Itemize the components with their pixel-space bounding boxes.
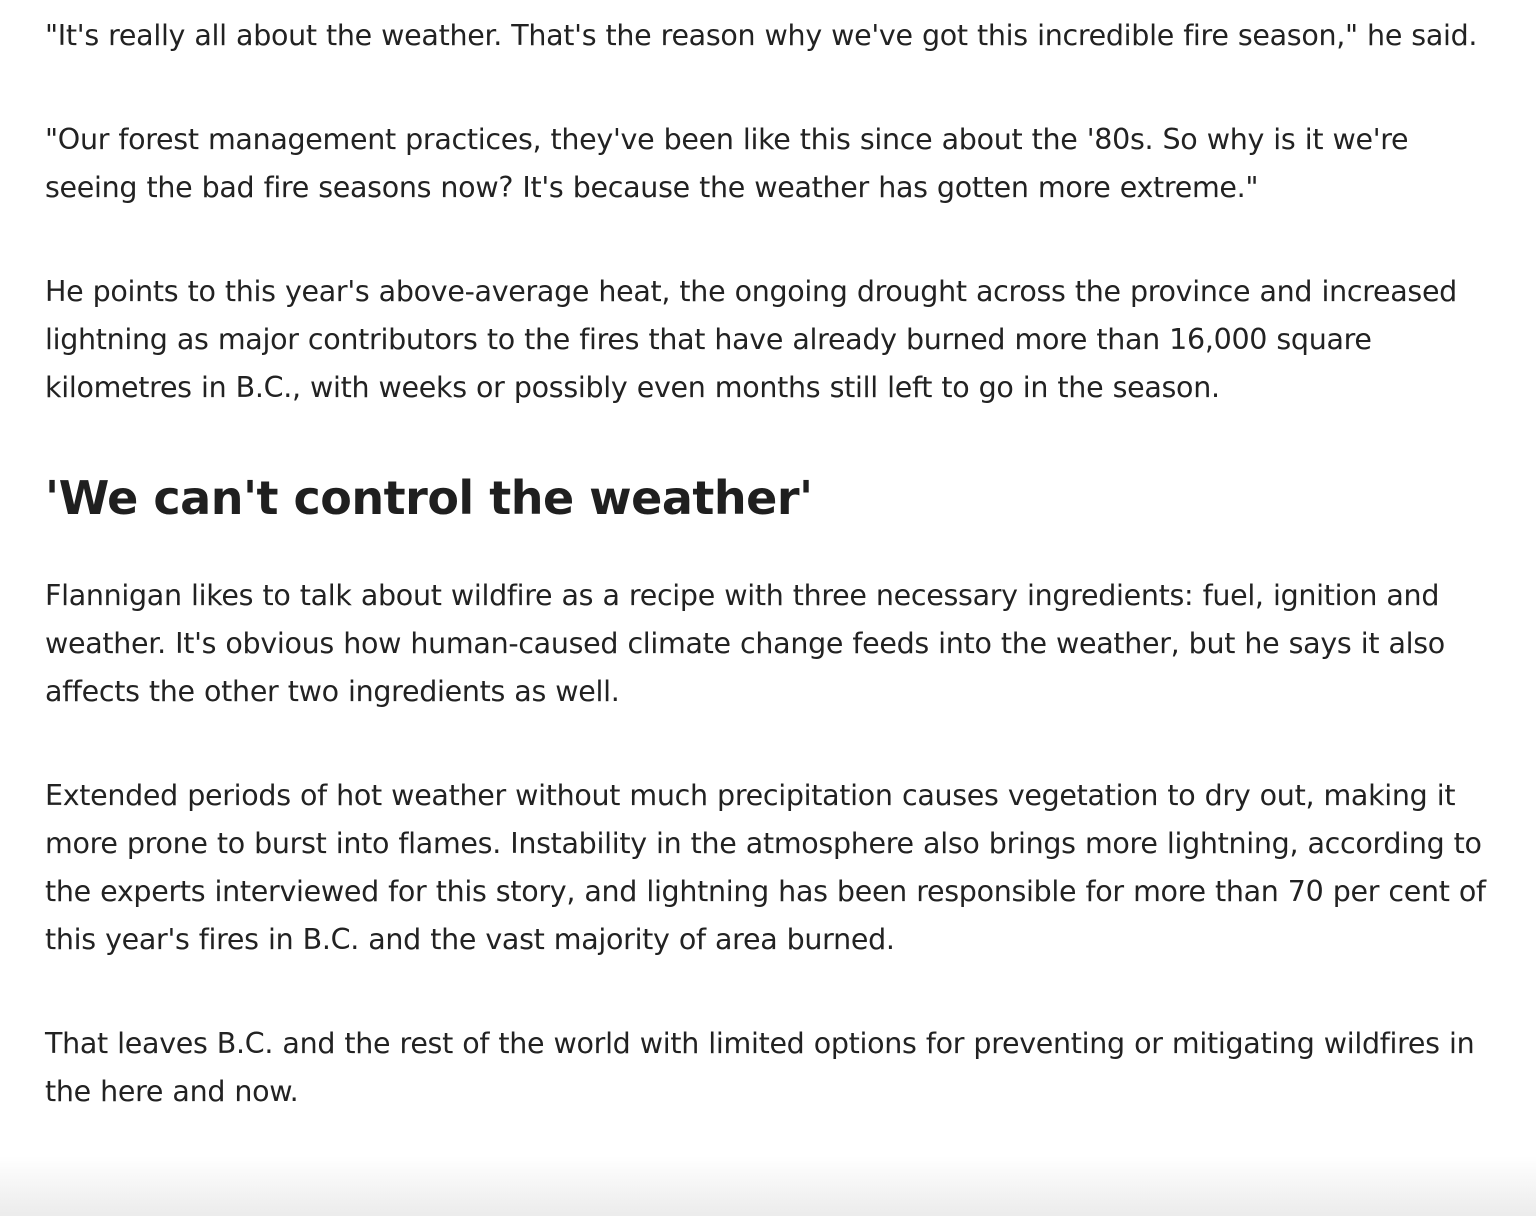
article-paragraph: That leaves B.C. and the rest of the world with limited options for preventing or mitigating wildfires in the here and now.: [45, 1027, 1475, 1108]
article-paragraph: He points to this year's above-average heat, the ongoing drought across the province and increased lightning as major contributors to the fires that have already burned more than 16,000 square kilometres in B.C., with weeks or possibly even months still left to go in the season.: [45, 275, 1457, 404]
section-heading: 'We can't control the weather': [45, 471, 813, 525]
article-body: [45, 12, 1491, 1172]
article-paragraph: Flannigan likes to talk about wildfire as a recipe with three necessary ingredients: fuel, ignition and weather. It's obvious how human-caused climate change feeds into the weather, but he says it also affects the other two ingredients as well.: [45, 579, 1445, 708]
article-paragraph: "Our forest management practices, they've been like this since about the '80s. So why is it we're seeing the bad fire seasons now? It's because the weather has gotten more extreme.": [45, 123, 1409, 204]
article-paragraph: "It's really all about the weather. That's the reason why we've got this incredible fire season," he said.: [45, 19, 1478, 52]
article-paragraph: Extended periods of hot weather without much precipitation causes vegetation to dry out, making it more prone to burst into flames. Instability in the atmosphere also brings more lightning, according to the experts interviewed for this story, and lightning has been responsible for more than 70 per cent of this year's fires in B.C. and the vast majority of area burned.: [45, 779, 1486, 956]
